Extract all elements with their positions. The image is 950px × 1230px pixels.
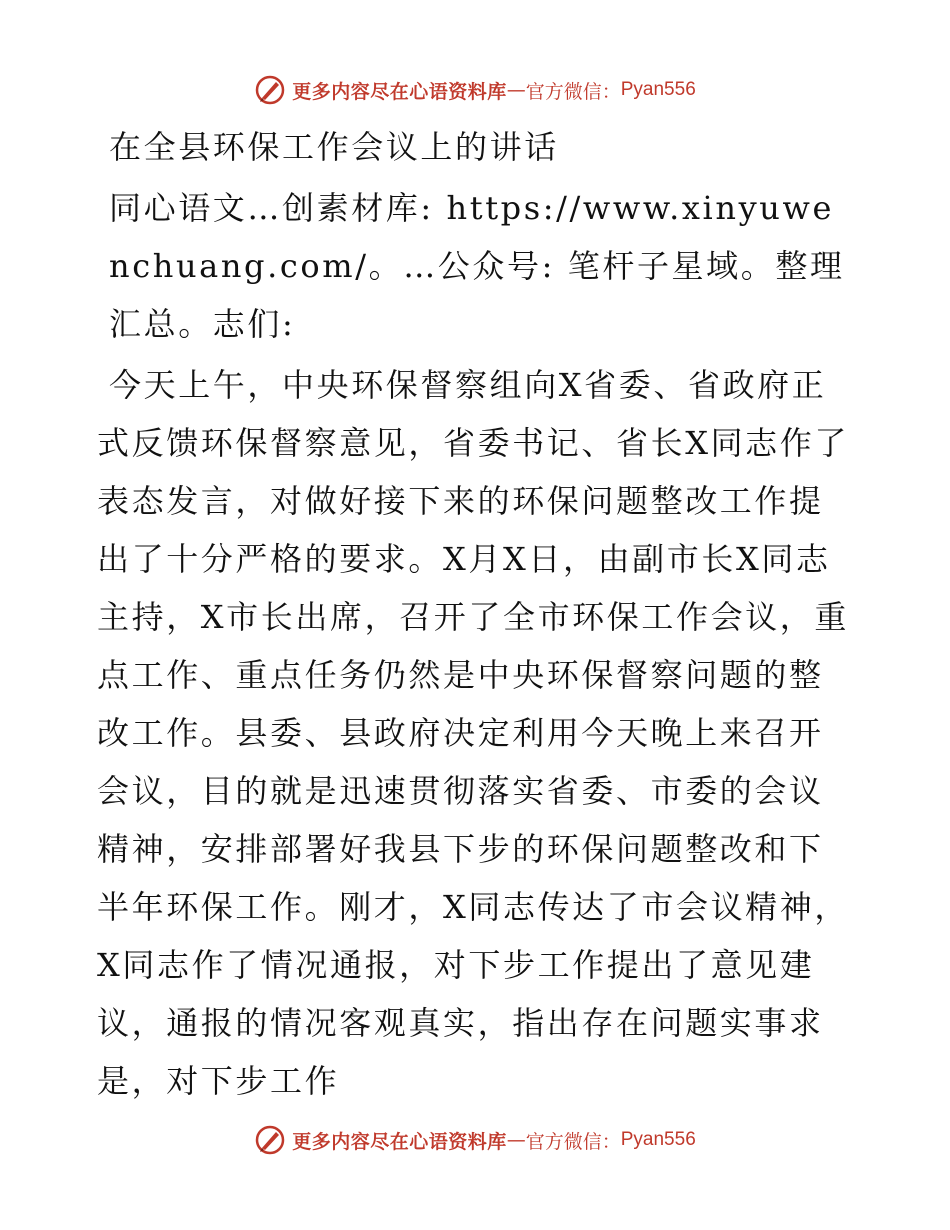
source-line: 同心语文…创素材库: https://www.xinyuwenchuang.com/。…公众号: 笔杆子星域。整理汇总。志们:	[109, 189, 845, 343]
banner-separator: —	[506, 1129, 526, 1151]
document-title: 在全县环保工作会议上的讲话	[109, 128, 559, 166]
body-paragraph	[97, 356, 857, 1110]
banner-separator: —	[506, 79, 526, 101]
banner-wechat-label: 官方微信：	[525, 80, 621, 103]
quill-logo-icon	[254, 1124, 286, 1156]
footer-watermark-banner	[0, 1120, 950, 1160]
body-paragraph-text: 今天上午，中央环保督察组向X省委、省政府正式反馈环保督察意见，省委书记、省长X同志作了表态发言，对做好接下来的环保问题整改工作提出了十分严格的要求。X月X日，由副市长X同志主持，X市长出席，召开了全市环保工作会议，重点工作、重点任务仍然是中央环保督察问题的整改工作。县委、县政府决定利用今天晚上来召开会议，目的就是迅速贯彻落实省委、市委的会议精神，安排部署好我县下步的环保问题整改和下半年环保工作。刚才，X同志传达了市会议精神，X同志作了情况通报，对下步工作提出了意见建议，通报的情况客观真实，指出存在问题实事求是，对下步工作	[97, 366, 849, 1100]
banner-wechat-id: Pyan556	[620, 79, 696, 100]
banner-wechat-id: Pyan556	[620, 1129, 696, 1150]
banner-text: 更多内容尽在心语资料库	[292, 1130, 507, 1153]
quill-logo-icon	[254, 74, 286, 106]
document-body	[97, 118, 857, 1110]
header-watermark-banner	[0, 70, 950, 110]
banner-text: 更多内容尽在心语资料库	[292, 80, 507, 103]
banner-wechat-label: 官方微信：	[525, 1130, 621, 1153]
